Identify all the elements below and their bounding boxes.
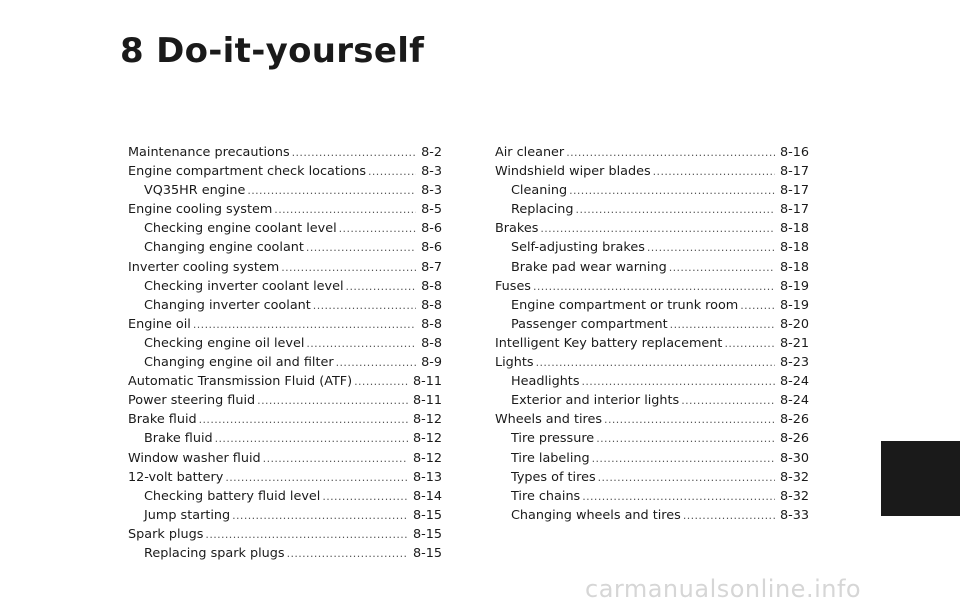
toc-dot-leader xyxy=(569,181,775,200)
toc-dot-leader xyxy=(653,162,775,181)
toc-dot-leader xyxy=(368,162,416,181)
toc-entry[interactable] xyxy=(495,353,809,372)
toc-entry-page: 8-6 xyxy=(421,240,442,256)
toc-entry-page: 8-32 xyxy=(779,488,809,504)
toc-dot-leader xyxy=(533,277,775,296)
toc-entry[interactable] xyxy=(495,391,809,410)
toc-entry-label: 12-volt battery xyxy=(128,469,224,485)
toc-entry-page: 8-32 xyxy=(779,469,809,485)
toc-dot-leader xyxy=(576,200,775,219)
toc-entry-label: Changing inverter coolant xyxy=(144,297,311,313)
toc-entry[interactable] xyxy=(495,372,809,391)
toc-dot-leader xyxy=(313,296,416,315)
toc-dot-leader xyxy=(536,353,775,372)
toc-entry-label: Windshield wiper blades xyxy=(495,164,651,180)
toc-entry[interactable] xyxy=(128,277,442,296)
toc-entry-page: 8-18 xyxy=(779,240,809,256)
toc-entry[interactable] xyxy=(128,506,442,525)
toc-entry[interactable] xyxy=(495,334,809,353)
toc-entry[interactable] xyxy=(128,487,442,506)
toc-dot-leader xyxy=(582,487,775,506)
toc-entry-label: Engine compartment or trunk room xyxy=(511,297,739,313)
toc-entry-label: Brakes xyxy=(495,221,539,237)
toc-entry-page: 8-20 xyxy=(779,316,809,332)
toc-dot-leader xyxy=(566,143,775,162)
toc-entry[interactable] xyxy=(128,429,442,448)
toc-entry-page: 8-23 xyxy=(779,355,809,371)
toc-entry-label: Spark plugs xyxy=(128,526,204,542)
toc-entry-label: Checking battery fluid level xyxy=(144,488,321,504)
toc-entry-page: 8-18 xyxy=(779,221,809,237)
toc-entry-page: 8-26 xyxy=(779,431,809,447)
toc-entry-label: Jump starting xyxy=(144,507,231,523)
toc-entry-label: Tire labeling xyxy=(511,450,590,466)
toc-entry-label: Intelligent Key battery replacement xyxy=(495,335,723,351)
toc-dot-leader xyxy=(670,315,775,334)
toc-entry-page: 8-3 xyxy=(421,164,442,180)
toc-entry[interactable] xyxy=(128,372,442,391)
toc-entry-page: 8-26 xyxy=(779,412,809,428)
toc-entry-page: 8-12 xyxy=(412,431,442,447)
toc-entry[interactable] xyxy=(128,391,442,410)
toc-entry-page: 8-17 xyxy=(779,164,809,180)
toc-entry[interactable] xyxy=(495,296,809,315)
toc-entry-page: 8-19 xyxy=(779,278,809,294)
toc-entry[interactable] xyxy=(495,315,809,334)
chapter-title: 8 Do-it-yourself xyxy=(120,31,425,71)
toc-entry-label: Passenger compartment xyxy=(511,316,668,332)
toc-dot-leader xyxy=(354,372,408,391)
toc-entry-page: 8-16 xyxy=(779,145,809,160)
toc-entry-page: 8-13 xyxy=(412,469,442,485)
toc-entry[interactable] xyxy=(128,353,442,372)
toc-dot-leader xyxy=(257,391,408,410)
toc-entry-label: Headlights xyxy=(511,374,580,390)
toc-entry[interactable] xyxy=(495,181,809,200)
toc-entry[interactable] xyxy=(128,200,442,219)
toc-dot-leader xyxy=(336,353,416,372)
toc-entry-page: 8-30 xyxy=(779,450,809,466)
toc-dot-leader xyxy=(281,258,416,277)
toc-entry-page: 8-14 xyxy=(412,488,442,504)
toc-column-left xyxy=(128,143,442,563)
toc-entry-page: 8-33 xyxy=(779,507,809,523)
toc-entry-page: 8-12 xyxy=(412,450,442,466)
toc-dot-leader xyxy=(740,296,775,315)
toc-entry-label: Engine compartment check locations xyxy=(128,164,367,180)
toc-dot-leader xyxy=(225,468,408,487)
toc-entry[interactable] xyxy=(495,162,809,181)
toc-entry-label: Tire pressure xyxy=(511,431,595,447)
toc-entry-page: 8-24 xyxy=(779,374,809,390)
toc-entry[interactable] xyxy=(128,219,442,238)
toc-entry-page: 8-9 xyxy=(421,355,442,371)
toc-dot-leader xyxy=(306,334,416,353)
toc-dot-leader xyxy=(683,506,775,525)
toc-entry-label: Air cleaner xyxy=(495,145,565,160)
toc-entry[interactable] xyxy=(495,449,809,468)
toc-entry-label: VQ35HR engine xyxy=(144,183,246,199)
toc-dot-leader xyxy=(598,468,775,487)
toc-dot-leader xyxy=(592,449,775,468)
toc-entry-page: 8-15 xyxy=(412,526,442,542)
toc-entry-page: 8-8 xyxy=(421,335,442,351)
toc-entry-label: Fuses xyxy=(495,278,531,294)
toc-entry-page: 8-21 xyxy=(779,335,809,351)
toc-entry-page: 8-24 xyxy=(779,393,809,409)
toc-entry[interactable] xyxy=(128,544,442,563)
toc-dot-leader xyxy=(205,525,408,544)
toc-entry[interactable] xyxy=(495,468,809,487)
toc-entry[interactable] xyxy=(128,334,442,353)
toc-entry-page: 8-11 xyxy=(412,393,442,409)
toc-entry-label: Wheels and tires xyxy=(495,412,603,428)
toc-entry[interactable] xyxy=(495,410,809,429)
toc-dot-leader xyxy=(724,334,775,353)
toc-entry-label: Self-adjusting brakes xyxy=(511,240,645,256)
toc-entry[interactable] xyxy=(128,468,442,487)
toc-entry[interactable] xyxy=(495,487,809,506)
toc-dot-leader xyxy=(232,506,408,525)
toc-dot-leader xyxy=(604,410,775,429)
toc-entry-label: Checking engine oil level xyxy=(144,335,305,351)
toc-entry-label: Changing engine oil and filter xyxy=(144,355,334,371)
toc-entry-page: 8-18 xyxy=(779,259,809,275)
toc-dot-leader xyxy=(287,544,408,563)
toc-entry-label: Replacing spark plugs xyxy=(144,545,285,561)
toc-entry[interactable] xyxy=(495,258,809,277)
toc-entry-label: Replacing xyxy=(511,202,574,218)
watermark: carmanualsonline.info xyxy=(585,575,862,603)
toc-entry-label: Brake pad wear warning xyxy=(511,259,667,275)
toc-dot-leader xyxy=(540,219,775,238)
toc-entry-label: Power steering fluid xyxy=(128,393,256,409)
toc-entry-label: Changing engine coolant xyxy=(144,240,304,256)
toc-entry[interactable] xyxy=(495,238,809,257)
toc-entry-page: 8-17 xyxy=(779,202,809,218)
toc-dot-leader xyxy=(193,315,416,334)
toc-entry-label: Maintenance precautions xyxy=(128,145,290,160)
toc-entry-label: Checking engine coolant level xyxy=(144,221,337,237)
toc-entry-page: 8-5 xyxy=(421,202,442,218)
toc-entry-label: Window washer fluid xyxy=(128,450,261,466)
toc-entry-page: 8-8 xyxy=(421,278,442,294)
toc-entry-page: 8-2 xyxy=(421,145,442,160)
toc-dot-leader xyxy=(346,277,417,296)
chapter-tab-marker xyxy=(881,441,960,516)
toc-entry-label: Lights xyxy=(495,355,534,371)
toc-entry-label: Automatic Transmission Fluid (ATF) xyxy=(128,374,353,390)
toc-entry-label: Tire chains xyxy=(511,488,581,504)
toc-entry-page: 8-8 xyxy=(421,316,442,332)
toc-dot-leader xyxy=(681,391,775,410)
toc-dot-leader xyxy=(322,487,408,506)
toc-dot-leader xyxy=(292,143,416,162)
toc-entry-page: 8-17 xyxy=(779,183,809,199)
toc-entry[interactable] xyxy=(495,219,809,238)
toc-entry-label: Exterior and interior lights xyxy=(511,393,680,409)
toc-entry-page: 8-15 xyxy=(412,507,442,523)
toc-entry-page: 8-6 xyxy=(421,221,442,237)
toc-entry[interactable] xyxy=(128,296,442,315)
toc-dot-leader xyxy=(215,429,408,448)
toc-dot-leader xyxy=(199,410,408,429)
toc-dot-leader xyxy=(247,181,416,200)
toc-entry-page: 8-15 xyxy=(412,545,442,561)
toc-entry-label: Cleaning xyxy=(511,183,568,199)
toc-entry[interactable] xyxy=(495,429,809,448)
toc-entry-page: 8-7 xyxy=(421,259,442,275)
toc-entry-label: Types of tires xyxy=(511,469,596,485)
toc-dot-leader xyxy=(306,238,416,257)
toc-entry[interactable] xyxy=(495,143,809,162)
toc-entry-label: Checking inverter coolant level xyxy=(144,278,344,294)
toc-entry[interactable] xyxy=(128,525,442,544)
toc-entry-label: Inverter cooling system xyxy=(128,259,280,275)
toc-entry-label: Engine oil xyxy=(128,316,191,332)
toc-dot-leader xyxy=(582,372,775,391)
toc-entry-label: Brake fluid xyxy=(144,431,213,447)
toc-dot-leader xyxy=(669,258,775,277)
toc-entry[interactable] xyxy=(128,258,442,277)
toc-entry[interactable] xyxy=(128,449,442,468)
toc-dot-leader xyxy=(339,219,416,238)
toc-entry-label: Brake fluid xyxy=(128,412,197,428)
toc-entry-page: 8-3 xyxy=(421,183,442,199)
toc-entry-label: Engine cooling system xyxy=(128,202,273,218)
toc-entry[interactable] xyxy=(128,143,442,162)
toc-entry[interactable] xyxy=(128,181,442,200)
toc-entry[interactable] xyxy=(495,200,809,219)
toc-entry-page: 8-19 xyxy=(779,297,809,313)
toc-entry-page: 8-11 xyxy=(412,374,442,390)
toc-entry[interactable] xyxy=(128,410,442,429)
toc-entry[interactable] xyxy=(128,162,442,181)
toc-dot-leader xyxy=(596,429,775,448)
toc-column-right xyxy=(495,143,809,525)
toc-entry-page: 8-8 xyxy=(421,297,442,313)
toc-entry[interactable] xyxy=(495,277,809,296)
toc-entry[interactable] xyxy=(128,315,442,334)
toc-dot-leader xyxy=(274,200,416,219)
toc-entry-label: Changing wheels and tires xyxy=(511,507,681,523)
toc-entry[interactable] xyxy=(128,238,442,257)
toc-dot-leader xyxy=(647,238,775,257)
toc-entry-page: 8-12 xyxy=(412,412,442,428)
toc-dot-leader xyxy=(263,449,408,468)
toc-entry[interactable] xyxy=(495,506,809,525)
